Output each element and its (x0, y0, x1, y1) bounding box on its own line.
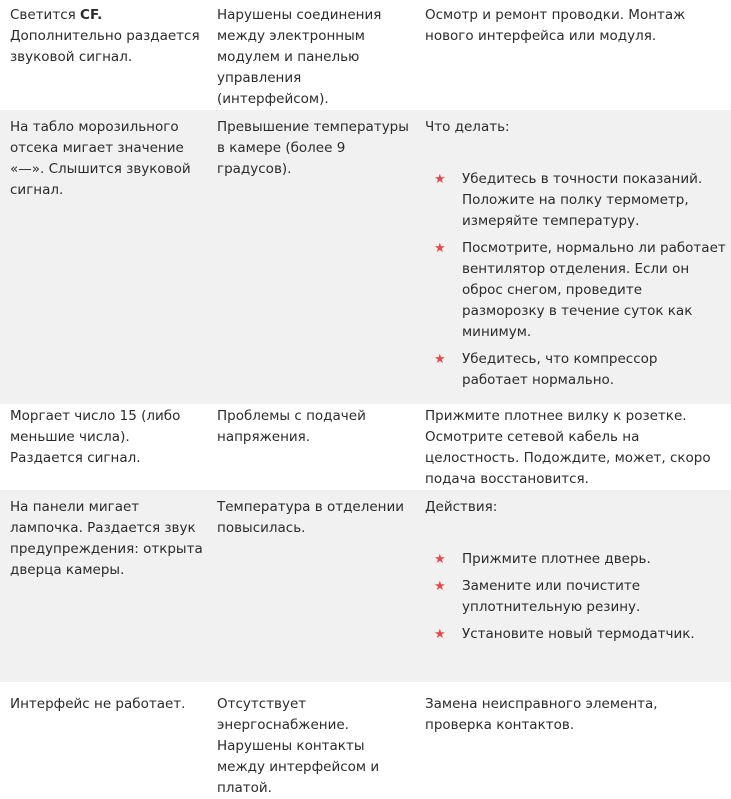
list-item: ★ Убедитесь в точности показаний. Положите на полку термометр, измеряйте температуру. (434, 171, 703, 229)
table-row (0, 404, 731, 490)
cause-cell: Превышение температуры в камере (более 9 градусов). (211, 110, 422, 404)
solution-cell: Осмотр и ремонт проводки. Монтаж нового интерфейса или модуля. (425, 7, 686, 44)
star-icon: ★ (434, 627, 446, 642)
solution-list (425, 549, 727, 645)
symptom-text: Дополнительно раздается звуковой сигнал. (10, 28, 200, 65)
error-code: CF. (80, 7, 103, 23)
cause-cell: Отсутствует энергоснабжение. Нарушены контакты между интерфейсом и платой. (217, 696, 380, 796)
table-row (0, 110, 731, 404)
symptom-cell: На панели мигает лампочка. Раздается звук предупреждения: открыта дверца камеры. (0, 490, 211, 682)
symptom-cell: Моргает число 15 (либо меньшие числа). Раздается сигнал. (10, 408, 181, 466)
cause-cell: Проблемы с подачей напряжения. (217, 408, 366, 445)
symptom-text: Светится (10, 7, 81, 23)
symptom-cell: На табло морозильного отсека мигает значение «—». Слышится звуковой сигнал. (0, 110, 211, 404)
list-item: ★ Установите новый термодатчик. (425, 624, 727, 645)
table-row (0, 682, 731, 799)
list-item: ★ Прижмите плотнее дверь. (425, 549, 727, 570)
symptom-cell (0, 0, 211, 110)
solution-cell (422, 110, 731, 404)
solution-cell: Прижмите плотнее вилку к розетке. Осмотрите сетевой кабель на целостность. Подождите, может, скоро подача восстановится. (425, 408, 711, 487)
star-icon: ★ (434, 579, 446, 594)
symptom-cell: Интерфейс не работает. (10, 696, 186, 712)
star-icon: ★ (434, 352, 446, 367)
list-item: ★ Убедитесь, что компрессор работает нормально. (434, 351, 658, 388)
star-icon: ★ (434, 552, 446, 567)
star-icon: ★ (434, 172, 446, 187)
table-row (0, 0, 731, 110)
list-item: ★ Посмотрите, нормально ли работает вентилятор отделения. Если он оброс снегом, проведите разморозку в течение суток как минимум. (434, 240, 726, 340)
star-icon: ★ (434, 241, 446, 256)
list-item: ★ Замените или почистите уплотнительную резину. (434, 578, 641, 615)
solution-cell (422, 490, 731, 682)
solution-cell: Замена неисправного элемента, проверка контактов. (425, 696, 658, 733)
solution-intro: Действия: (425, 499, 498, 515)
solution-list (425, 169, 727, 391)
table-row (0, 490, 731, 682)
cause-cell: Температура в отделении повысилась. (211, 490, 422, 682)
solution-intro: Что делать: (425, 119, 510, 135)
cause-cell: Нарушены соединения между электронным модулем и панелью управления (интерфейсом). (217, 7, 382, 107)
